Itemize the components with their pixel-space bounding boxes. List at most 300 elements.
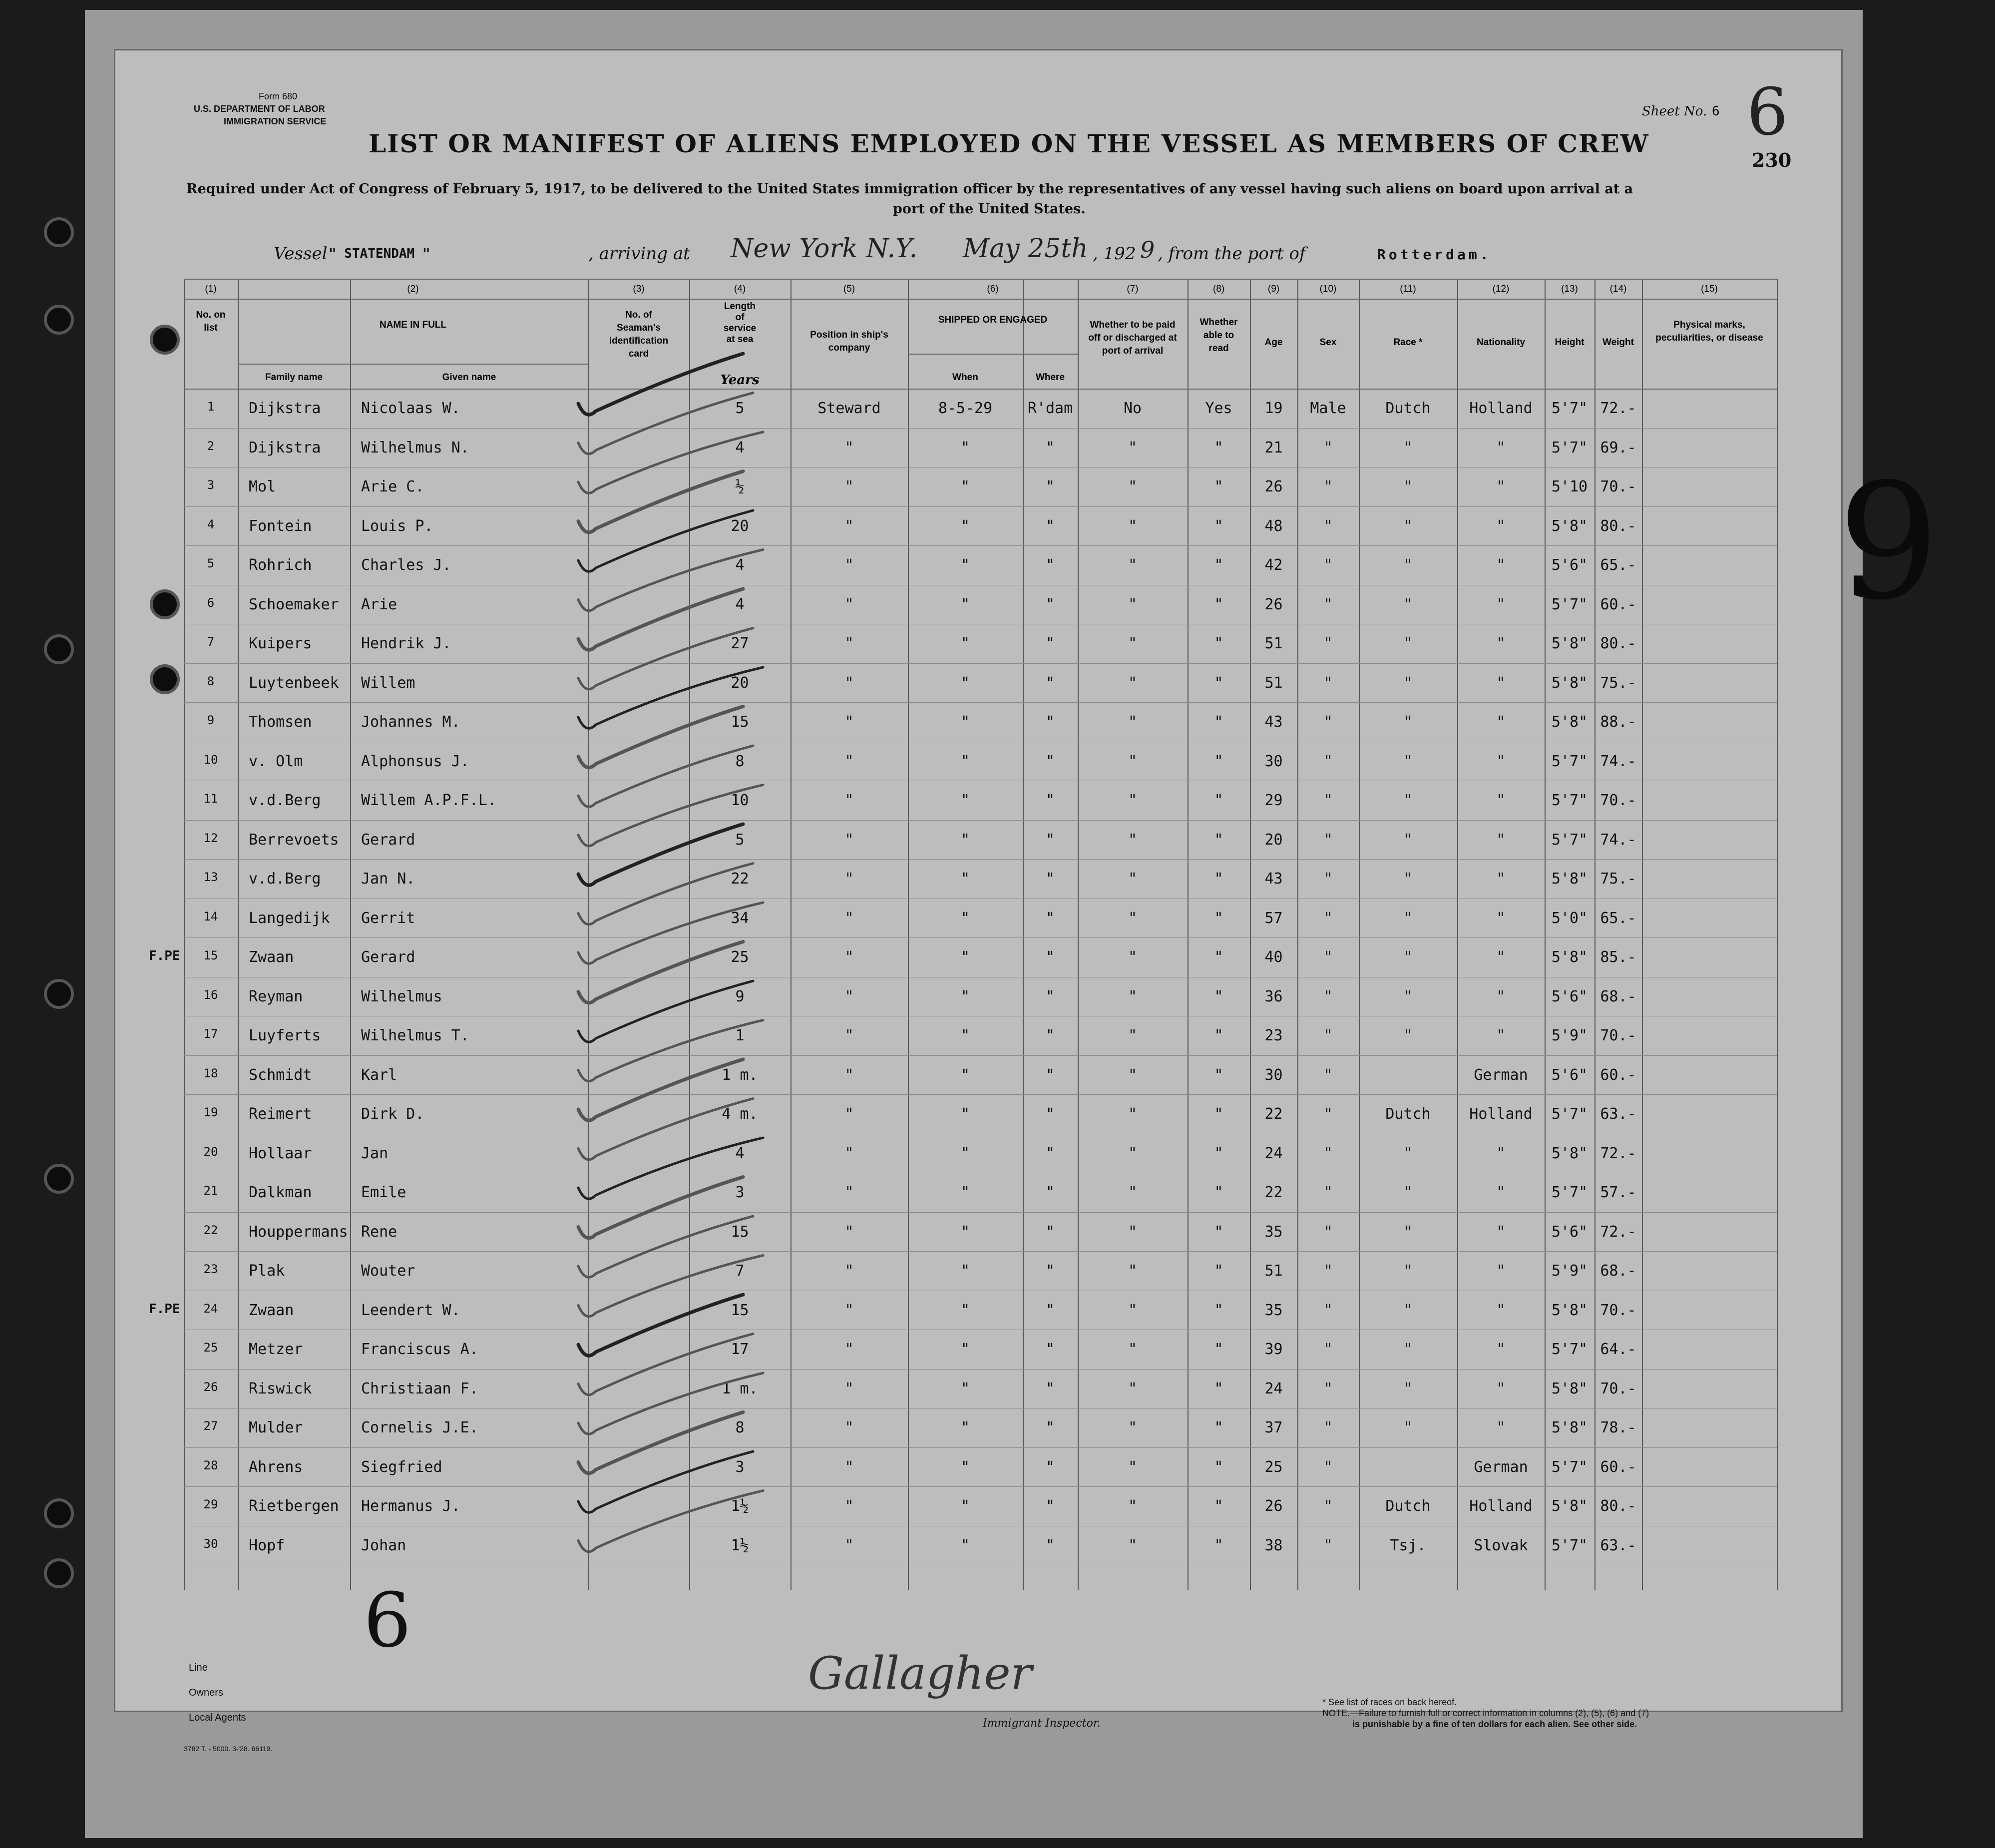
engaged-where: " [1045, 1262, 1055, 1280]
given-name: Emile [361, 1184, 406, 1201]
race: Dutch [1385, 1105, 1431, 1123]
row-number: 22 [203, 1223, 218, 1237]
header-able-read: Whether able to read [1199, 317, 1238, 354]
age: 39 [1264, 1341, 1283, 1358]
race: Tsj. [1390, 1536, 1426, 1554]
weight: 72.- [1600, 400, 1636, 417]
header-sex: Sex [1319, 337, 1337, 348]
family-name: Luyferts [249, 1027, 321, 1044]
check-mark [578, 354, 743, 415]
position: " [844, 1262, 854, 1280]
able-to-read: " [1214, 1184, 1223, 1201]
engaged-where: " [1045, 752, 1055, 770]
margin-annotation: F.PE [149, 1301, 180, 1317]
given-name: Jan N. [361, 870, 415, 888]
race-note: * See list of races on back hereof. [1322, 1697, 1457, 1707]
check-mark [578, 824, 743, 885]
family-name: Houppermans [249, 1223, 348, 1241]
owners-label: Owners [189, 1687, 223, 1698]
weight: 74.- [1600, 831, 1636, 849]
race: " [1403, 1341, 1413, 1358]
service-years: 3 [735, 1184, 745, 1201]
height: 5'10 [1551, 478, 1588, 495]
weight: 68.- [1600, 987, 1636, 1005]
service-years: ½ [735, 478, 745, 495]
able-to-read: " [1214, 1380, 1223, 1397]
sex: " [1323, 1262, 1333, 1280]
engaged-when: " [960, 909, 970, 927]
row-number: 30 [203, 1536, 218, 1551]
nationality: " [1496, 831, 1506, 849]
row-number: 2 [207, 439, 215, 453]
age: 25 [1264, 1458, 1283, 1476]
sex: " [1323, 1497, 1333, 1515]
able-to-read: " [1214, 595, 1223, 613]
age: 42 [1264, 556, 1283, 574]
able-to-read: " [1214, 1536, 1223, 1554]
header-height: Height [1555, 337, 1585, 348]
family-name: Plak [249, 1262, 285, 1280]
header-family-name: Family name [265, 372, 323, 383]
header-when: When [952, 372, 978, 383]
engaged-when: " [960, 1536, 970, 1554]
position: " [844, 909, 854, 927]
nationality: " [1496, 1144, 1506, 1162]
engaged-when: " [960, 1184, 970, 1201]
height: 5'8" [1551, 635, 1588, 652]
weight: 70.- [1600, 1301, 1636, 1319]
row-number: 26 [203, 1380, 218, 1394]
engaged-where: " [1045, 478, 1055, 495]
position: " [844, 1105, 854, 1123]
nationality: " [1496, 1223, 1506, 1241]
race: " [1403, 1419, 1413, 1436]
family-name: Reyman [249, 987, 303, 1005]
sex: " [1323, 1458, 1333, 1476]
height: 5'7" [1551, 752, 1588, 770]
given-name: Dirk D. [361, 1105, 424, 1123]
family-name: Dijkstra [249, 439, 321, 457]
header-shipped-engaged: SHIPPED OR ENGAGED [938, 315, 1048, 325]
sex: " [1323, 713, 1333, 731]
nationality: " [1496, 1262, 1506, 1280]
family-name: Dijkstra [249, 400, 321, 417]
vessel-name: " STATENDAM " [329, 246, 430, 261]
row-number: 13 [203, 870, 218, 884]
binder-hole [44, 217, 74, 247]
given-name: Charles J. [361, 556, 451, 574]
able-to-read: " [1214, 1497, 1223, 1515]
handwritten-six: 6 [364, 1577, 411, 1664]
row-number: 1 [207, 400, 215, 414]
check-mark [578, 1138, 763, 1199]
sex: " [1323, 792, 1333, 809]
inspector-signature: Gallagher [808, 1647, 1032, 1700]
engaged-when: " [960, 1223, 970, 1241]
column-number: (9) [1267, 284, 1280, 294]
engaged-where: " [1045, 439, 1055, 457]
row-number: 24 [203, 1301, 218, 1316]
family-name: Thomsen [249, 713, 312, 731]
page-number: 230 [1752, 149, 1792, 171]
service-years: 1½ [731, 1536, 749, 1554]
given-name: Franciscus A. [361, 1341, 478, 1358]
engaged-when: " [960, 478, 970, 495]
age: 38 [1264, 1536, 1283, 1554]
able-to-read: " [1214, 674, 1223, 692]
position: " [844, 1223, 854, 1241]
weight: 69.- [1600, 439, 1636, 457]
position: " [844, 752, 854, 770]
engaged-when: " [960, 1144, 970, 1162]
position: " [844, 595, 854, 613]
form-number: Form 680 [259, 91, 298, 101]
sex: " [1323, 1105, 1333, 1123]
print-code: 3782 T. - 5000. 3-'28. 66119. [184, 1745, 273, 1753]
service-years: 17 [731, 1341, 749, 1358]
weight: 70.- [1600, 1027, 1636, 1044]
weight: 78.- [1600, 1419, 1636, 1436]
sheet-label: Sheet No. [1642, 104, 1707, 119]
position: " [844, 1027, 854, 1044]
given-name: Wouter [361, 1262, 415, 1280]
able-to-read: " [1214, 870, 1223, 888]
row-number: 16 [203, 987, 218, 1002]
engaged-where: " [1045, 674, 1055, 692]
height: 5'8" [1551, 1144, 1588, 1162]
service-years: 15 [731, 1301, 749, 1319]
binder-hole [44, 1498, 74, 1528]
column-number: (13) [1561, 284, 1578, 294]
nationality: " [1496, 792, 1506, 809]
service-years: 7 [735, 1262, 745, 1280]
race: " [1403, 674, 1413, 692]
check-mark [578, 1373, 763, 1434]
height: 5'7" [1551, 792, 1588, 809]
check-mark [578, 1451, 753, 1512]
engaged-where: " [1045, 1066, 1055, 1084]
vessel-label: Vessel [274, 244, 328, 264]
check-mark [578, 667, 763, 728]
race: " [1403, 556, 1413, 574]
nationality: " [1496, 1380, 1506, 1397]
engaged-when: " [960, 752, 970, 770]
able-to-read: " [1214, 1458, 1223, 1476]
family-name: Schmidt [249, 1066, 312, 1084]
family-name: Rietbergen [249, 1497, 339, 1515]
engaged-where: " [1045, 792, 1055, 809]
subtitle-line1: Required under Act of Congress of February 5, 1917, to be delivered to the United States immigration officer by the representatives of any vessel having such aliens on board upon arrival at a [186, 181, 1633, 197]
row-number: 4 [207, 517, 215, 531]
position: " [844, 1144, 854, 1162]
able-to-read: " [1214, 1223, 1223, 1241]
position: " [844, 635, 854, 652]
height: 5'8" [1551, 1419, 1588, 1436]
age: 43 [1264, 713, 1283, 731]
engaged-where: " [1045, 870, 1055, 888]
nationality: Holland [1469, 1105, 1533, 1123]
service-years: 20 [731, 674, 749, 692]
row-number: 28 [203, 1458, 218, 1472]
family-name: Berrevoets [249, 831, 339, 849]
paid-off: " [1128, 948, 1138, 966]
age: 22 [1264, 1184, 1283, 1201]
paid-off: " [1128, 1066, 1138, 1084]
weight: 75.- [1600, 674, 1636, 692]
year-suffix: 9 [1140, 236, 1155, 263]
position: " [844, 1184, 854, 1201]
position: " [844, 1536, 854, 1554]
engaged-when: " [960, 517, 970, 535]
sex: " [1323, 948, 1333, 966]
given-name: Wilhelmus N. [361, 439, 469, 457]
age: 24 [1264, 1144, 1283, 1162]
engaged-when: " [960, 1262, 970, 1280]
given-name: Wilhelmus [361, 987, 442, 1005]
weight: 64.- [1600, 1341, 1636, 1358]
engaged-where: " [1045, 948, 1055, 966]
given-name: Hendrik J. [361, 635, 451, 652]
column-number: (5) [843, 284, 855, 294]
given-name: Gerard [361, 831, 415, 849]
able-to-read: " [1214, 1262, 1223, 1280]
binder-hole [44, 1164, 74, 1194]
sex: " [1323, 831, 1333, 849]
race: " [1403, 713, 1413, 731]
paid-off: No [1123, 400, 1142, 417]
sex: " [1323, 987, 1333, 1005]
weight: 74.- [1600, 752, 1636, 770]
able-to-read: " [1214, 909, 1223, 927]
height: 5'8" [1551, 674, 1588, 692]
header-race: Race * [1393, 337, 1423, 348]
weight: 63.- [1600, 1536, 1636, 1554]
service-years: 5 [735, 400, 745, 417]
able-to-read: " [1214, 713, 1223, 731]
service-years: 4 m. [722, 1105, 758, 1123]
given-name: Cornelis J.E. [361, 1419, 478, 1436]
position: " [844, 987, 854, 1005]
height: 5'9" [1551, 1027, 1588, 1044]
family-name: Zwaan [249, 1301, 294, 1319]
height: 5'8" [1551, 1380, 1588, 1397]
engaged-where: " [1045, 1380, 1055, 1397]
position: " [844, 439, 854, 457]
race: " [1403, 439, 1413, 457]
header-id-card: No. of Seaman's identification card [609, 310, 669, 359]
sex: " [1323, 1380, 1333, 1397]
check-mark [578, 1099, 753, 1160]
engaged-when: " [960, 1027, 970, 1044]
position: " [844, 674, 854, 692]
paid-off: " [1128, 1380, 1138, 1397]
check-mark [578, 1177, 743, 1238]
engaged-when: " [960, 1458, 970, 1476]
height: 5'7" [1551, 595, 1588, 613]
position: " [844, 478, 854, 495]
check-mark [578, 1334, 753, 1395]
family-name: Dalkman [249, 1184, 312, 1201]
engaged-when: " [960, 987, 970, 1005]
row-number: 27 [203, 1419, 218, 1433]
age: 30 [1264, 752, 1283, 770]
family-name: Riswick [249, 1380, 312, 1397]
family-name: v.d.Berg [249, 870, 321, 888]
able-to-read: " [1214, 635, 1223, 652]
race: " [1403, 1184, 1413, 1201]
engaged-when: " [960, 439, 970, 457]
check-mark [578, 864, 753, 924]
family-name: Fontein [249, 517, 312, 535]
column-number: (4) [734, 284, 746, 294]
column-number: (8) [1212, 284, 1225, 294]
paid-off: " [1128, 556, 1138, 574]
engaged-where: " [1045, 556, 1055, 574]
position: " [844, 1066, 854, 1084]
paid-off: " [1128, 831, 1138, 849]
race: " [1403, 792, 1413, 809]
engaged-where: " [1045, 595, 1055, 613]
nationality: German [1474, 1458, 1528, 1476]
weight: 85.- [1600, 948, 1636, 966]
nationality: German [1474, 1066, 1528, 1084]
given-name: Hermanus J. [361, 1497, 460, 1515]
service-years: 10 [731, 792, 749, 809]
able-to-read: " [1214, 1301, 1223, 1319]
age: 57 [1264, 909, 1283, 927]
able-to-read: " [1214, 987, 1223, 1005]
age: 35 [1264, 1223, 1283, 1241]
column-number: (2) [407, 284, 419, 294]
nationality: " [1496, 1419, 1506, 1436]
family-name: Hollaar [249, 1144, 312, 1162]
note-line1: NOTE.—Failure to furnish full or correct information in columns (2), (5), (6) and (7) [1322, 1708, 1649, 1718]
sex: " [1323, 674, 1333, 692]
paid-off: " [1128, 517, 1138, 535]
height: 5'9" [1551, 1262, 1588, 1280]
engaged-where: " [1045, 713, 1055, 731]
engaged-where: " [1045, 909, 1055, 927]
family-name: Reimert [249, 1105, 312, 1123]
sex: " [1323, 1301, 1333, 1319]
header-given-name: Given name [442, 372, 496, 383]
paid-off: " [1128, 1144, 1138, 1162]
race: " [1403, 478, 1413, 495]
check-mark [578, 1295, 743, 1356]
binder-hole [150, 664, 180, 694]
able-to-read: " [1214, 792, 1223, 809]
position: " [844, 792, 854, 809]
row-number: 21 [203, 1184, 218, 1198]
position: " [844, 1458, 854, 1476]
age: 24 [1264, 1380, 1283, 1397]
given-name: Christiaan F. [361, 1380, 478, 1397]
column-number: (3) [633, 284, 645, 294]
weight: 60.- [1600, 595, 1636, 613]
engaged-where: " [1045, 1301, 1055, 1319]
race: " [1403, 909, 1413, 927]
sex: " [1323, 1341, 1333, 1358]
weight: 80.- [1600, 1497, 1636, 1515]
row-number: 25 [203, 1341, 218, 1355]
row-number: 17 [203, 1027, 218, 1041]
given-name: Rene [361, 1223, 398, 1241]
row-number: 14 [203, 909, 218, 924]
check-mark [578, 707, 743, 768]
row-number: 3 [207, 478, 215, 492]
able-to-read: " [1214, 1419, 1223, 1436]
nationality: " [1496, 556, 1506, 574]
weight: 57.- [1600, 1184, 1636, 1201]
position: " [844, 1497, 854, 1515]
race: Dutch [1385, 400, 1431, 417]
given-name: Gerard [361, 948, 415, 966]
nationality: " [1496, 478, 1506, 495]
sex: " [1323, 752, 1333, 770]
service-years: 27 [731, 635, 749, 652]
paid-off: " [1128, 1536, 1138, 1554]
position: " [844, 556, 854, 574]
row-number: 5 [207, 556, 215, 570]
height: 5'8" [1551, 517, 1588, 535]
able-to-read: " [1214, 948, 1223, 966]
row-number: 8 [207, 674, 215, 688]
race: " [1403, 1223, 1413, 1241]
row-number: 7 [207, 635, 215, 649]
race: " [1403, 1262, 1413, 1280]
race: " [1403, 635, 1413, 652]
column-number: (10) [1319, 284, 1337, 294]
paid-off: " [1128, 1301, 1138, 1319]
header-where: Where [1035, 372, 1065, 383]
age: 26 [1264, 478, 1283, 495]
able-to-read: " [1214, 1105, 1223, 1123]
age: 51 [1264, 1262, 1283, 1280]
column-number: (11) [1400, 284, 1416, 294]
from-port-label: , from the port of [1158, 244, 1306, 264]
header-name-in-full: NAME IN FULL [379, 320, 447, 330]
arriving-port-handwritten: New York N.Y. [731, 234, 918, 264]
race: " [1403, 987, 1413, 1005]
check-mark [578, 746, 753, 807]
paid-off: " [1128, 792, 1138, 809]
age: 51 [1264, 674, 1283, 692]
engaged-when: " [960, 1419, 970, 1436]
weight: 88.- [1600, 713, 1636, 731]
binder-hole [44, 634, 74, 664]
inspector-label: Immigrant Inspector. [983, 1717, 1101, 1730]
nationality: " [1496, 635, 1506, 652]
given-name: Nicolaas W. [361, 400, 460, 417]
age: 22 [1264, 1105, 1283, 1123]
column-number: (6) [987, 284, 999, 294]
nationality: " [1496, 439, 1506, 457]
age: 51 [1264, 635, 1283, 652]
check-mark [578, 981, 753, 1042]
position: " [844, 517, 854, 535]
engaged-where: " [1045, 1027, 1055, 1044]
position: " [844, 1419, 854, 1436]
height: 5'6" [1551, 987, 1588, 1005]
engaged-when: " [960, 713, 970, 731]
able-to-read: Yes [1205, 400, 1232, 417]
nationality: " [1496, 1184, 1506, 1201]
able-to-read: " [1214, 1144, 1223, 1162]
family-name: Kuipers [249, 635, 312, 652]
engaged-when: " [960, 595, 970, 613]
service-years: 15 [731, 713, 749, 731]
nationality: " [1496, 987, 1506, 1005]
